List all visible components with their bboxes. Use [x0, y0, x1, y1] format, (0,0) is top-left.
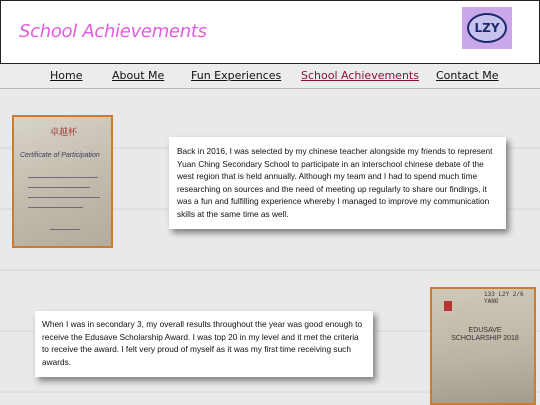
site-header: [0, 0, 540, 64]
nav-link-fun-experiences[interactable]: Fun Experiences: [191, 69, 282, 82]
page-title: School Achievements: [19, 21, 207, 42]
debate-certificate-photo: [12, 115, 113, 248]
certificate-line: [28, 187, 90, 188]
certificate-line: [28, 207, 83, 208]
logo-badge: [467, 13, 507, 43]
achievement-card-debate: [169, 137, 506, 229]
certificate-signature-line: [50, 229, 80, 230]
achievement-card-scholarship: [35, 311, 373, 377]
logo-text: LZY: [474, 21, 500, 35]
main-nav: [0, 64, 540, 89]
school-emblem-icon: [444, 301, 452, 311]
nav-link-home[interactable]: Home: [50, 69, 83, 82]
certificate-caption: EDUSAVE SCHOLARSHIP 2018: [451, 327, 519, 342]
nav-link-about-me[interactable]: About Me: [112, 69, 165, 82]
certificate-seal: 卓越杯: [50, 127, 78, 137]
certificate-line: [28, 197, 100, 198]
certificate-line: [28, 177, 98, 178]
certificate-header: 133 L2Y 2/6 YANG: [484, 291, 524, 305]
logo[interactable]: [462, 7, 512, 49]
nav-link-contact-me[interactable]: Contact Me: [436, 69, 499, 82]
main-content: [0, 89, 540, 405]
achievement-text: Back in 2016, I was selected by my chinese teacher alongside my friends to represent Yuan Ching Secondary School to participate in an interschool chinese debate of the west region that is held annually. Although my team and I had to spend much time researching on sources and the need of meeting up regularly to share our findings, it was a fun and fulfilling experience whereby I managed to improve my communication skills at the same time as well.: [177, 146, 493, 219]
achievement-text: When I was in secondary 3, my overall results throughout the year was good enough to receive the Edusave Scholarship Award. I was top 20 in my level and it met the criteria to receive the award. I felt very proud of myself as it was my first time receiving such awards.: [42, 319, 363, 367]
scholarship-certificate-photo: [430, 287, 536, 405]
nav-link-school-achievements[interactable]: School Achievements: [301, 69, 419, 82]
certificate-caption: Certificate of Participation: [20, 152, 100, 159]
